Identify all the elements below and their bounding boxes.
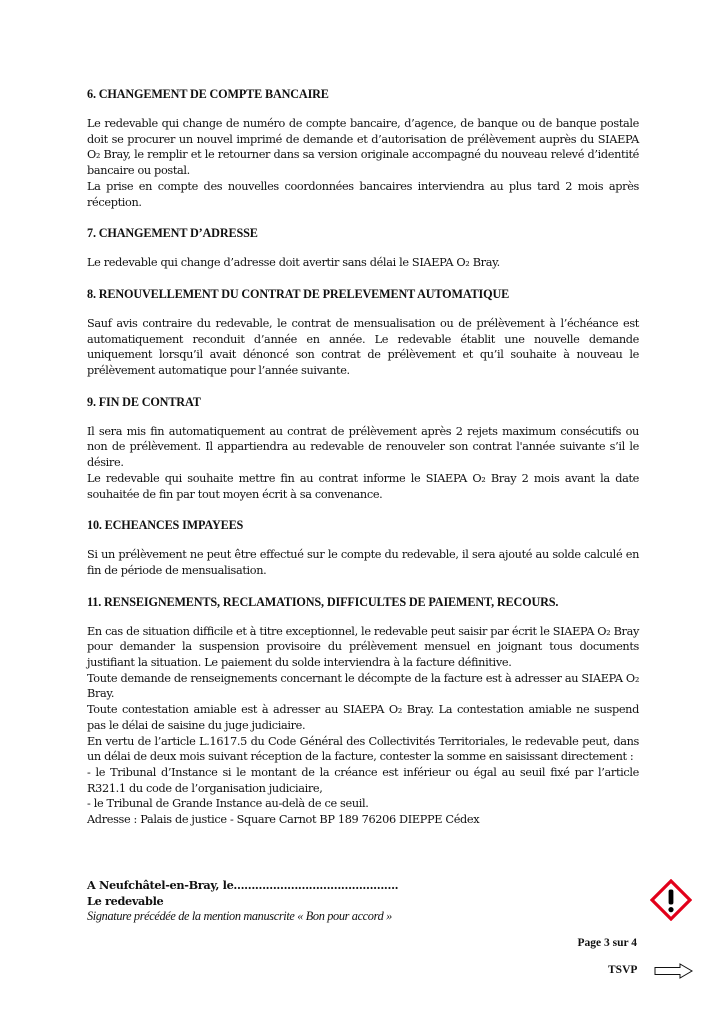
arrow-right-icon [654, 963, 694, 983]
section-heading: 11. RENSEIGNEMENTS, RECLAMATIONS, DIFFICULTES DE PAIEMENT, RECOURS. [87, 594, 559, 609]
section-heading: 6. CHANGEMENT DE COMPTE BANCAIRE [87, 87, 329, 101]
paragraph: Sauf avis contraire du redevable, le contrat de mensualisation ou de prélèvement à l’échéance est automatiquement reconduit d’année en année. Le redevable établit une nouvelle demande uniquement lorsqu’il avait dénoncé son contrat de prélèvement et qu’il souhaite à nouveau le prélèvement automatique pour l’année suivante. [87, 316, 639, 378]
tsvp-label: TSVP [608, 964, 638, 976]
section-heading: 7. CHANGEMENT D’ADRESSE [87, 226, 258, 241]
section-heading: 10. ECHEANCES IMPAYEES [87, 518, 244, 533]
list-item: - le Tribunal de Grande Instance au-delà de ce seuil. [87, 797, 369, 811]
list-item: - le Tribunal d’Instance si le montant de la créance est inférieur ou égal au seuil fixé par l’article R321.1 du code de l’organisation judiciaire, [87, 765, 639, 795]
paragraph: Toute demande de renseignements concernant le décompte de la facture est à adresser au SIAEPA O₂ Bray. [87, 671, 639, 701]
address-line: Adresse : Palais de justice - Square Carnot BP 189 76206 DIEPPE Cédex [87, 813, 480, 827]
paragraph: Le redevable qui souhaite mettre fin au contrat informe le SIAEPA O₂ Bray 2 mois avant la date souhaitée de fin par tout moyen écrit à sa convenance. [87, 471, 639, 501]
paragraph: Si un prélèvement ne peut être effectué sur le compte du redevable, il sera ajouté au solde calculé en fin de période de mensualisation. [87, 548, 639, 577]
exclamation-hazard-icon [650, 879, 692, 925]
document-body [87, 86, 639, 828]
paragraph: Le redevable qui change d’adresse doit avertir sans délai le SIAEPA O₂ Bray. [87, 256, 500, 270]
paragraph: Il sera mis fin automatiquement au contrat de prélèvement après 2 rejets maximum consécutifs ou non de prélèvement. Il appartiendra au redevable de renouveler son contrat l'année suivante s’il le désire. [87, 424, 639, 470]
section-heading: 9. FIN DE CONTRAT [87, 394, 201, 409]
signatory-label: Le redevable [87, 893, 164, 908]
place-date-line: A Neufchâtel-en-Bray, le.............................................. [87, 878, 399, 892]
paragraph: Toute contestation amiable est à adresser au SIAEPA O₂ Bray. La contestation amiable ne suspend pas le délai de saisine du juge judiciaire. [87, 703, 639, 732]
page-number: Page 3 sur 4 [577, 937, 637, 949]
section-heading: 8. RENOUVELLEMENT DU CONTRAT DE PRELEVEMENT AUTOMATIQUE [87, 286, 510, 301]
paragraph: En cas de situation difficile et à titre exceptionnel, le redevable peut saisir par écrit le SIAEPA O₂ Bray pour demander la suspension provisoire du prélèvement mensuel en joignant tous documents justifiant la situation. Le paiement du solde interviendra à la facture définitive. [87, 624, 639, 670]
paragraph: En vertu de l’article L.1617.5 du Code Général des Collectivités Territoriales, le redevable peut, dans un délai de deux mois suivant réception de la facture, contester la somme en saisissant directement : [87, 734, 639, 764]
paragraph: Le redevable qui change de numéro de compte bancaire, d’agence, de banque ou de banque postale doit se procurer un nouvel imprimé de demande et d’autorisation de prélèvement auprès du SIAEPA O₂ Bray, le remplir et le retourner dans sa version originale accompagné du nouveau relevé d’identité bancaire ou postal. [87, 117, 639, 178]
paragraph: La prise en compte des nouvelles coordonnées bancaires interviendra au plus tard 2 mois après réception. [87, 179, 639, 209]
signature-mention: Signature précédée de la mention manuscrite « Bon pour accord » [87, 909, 392, 924]
signature-block [87, 878, 587, 925]
